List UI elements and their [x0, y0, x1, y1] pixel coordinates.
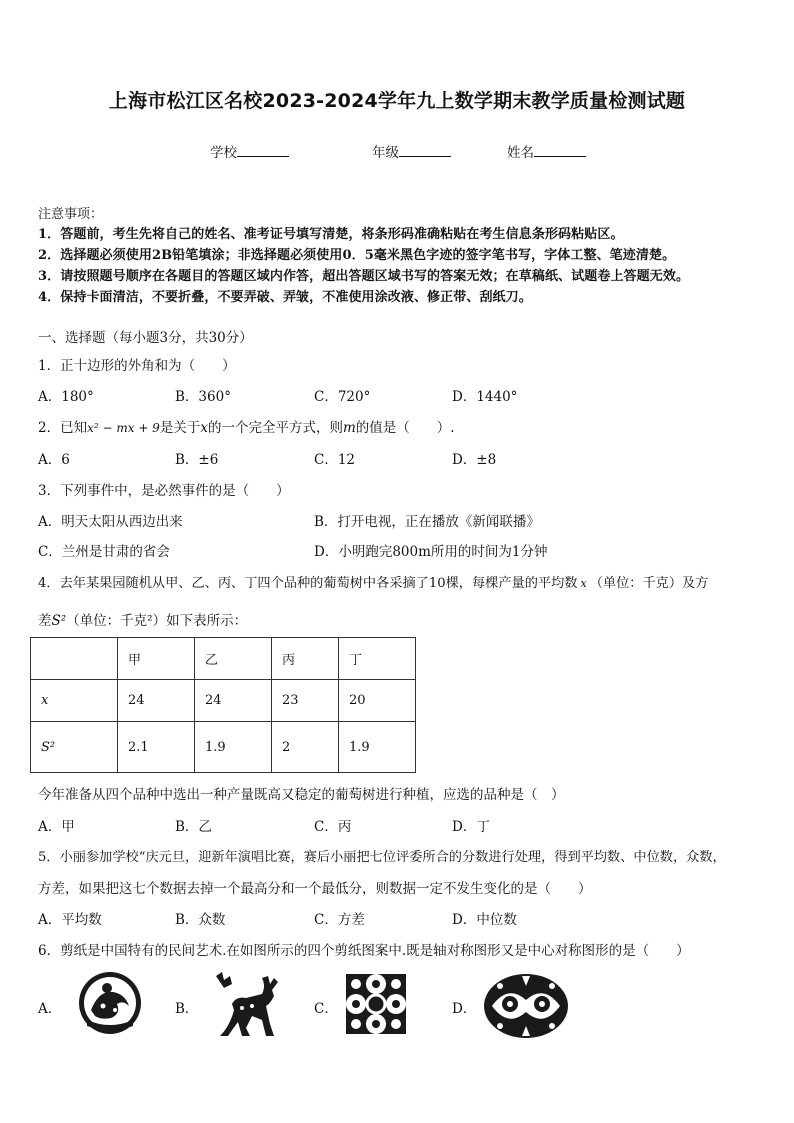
- papercut-deer-figure-image: [212, 970, 282, 1038]
- q4-data-table: [30, 637, 416, 773]
- school-field: [210, 141, 289, 161]
- q2-text: 是关于: [159, 420, 201, 436]
- q5-option-b: B．众数: [175, 912, 226, 928]
- question-5-line2: 方差，如果把这七个数据去掉一个最高分和一个最低分，则数据一定不发生变化的是（ ）: [38, 881, 592, 897]
- school-label: 学校: [210, 145, 237, 161]
- q4-text: （单位：千克²）如下表所示：: [66, 613, 248, 629]
- note-item: 1．答题前，考生先将自己的姓名、准考证号填写清楚，将条形码准确粘贴在考生信息条形码粘贴区。: [38, 227, 624, 242]
- papercut-fish-figure-image: [482, 970, 570, 1040]
- question-5-line1: 5．小丽参加学校“庆元旦，迎新年演唱比赛，赛后小丽把七位评委所合的分数进行处理，得到平均数、中位数，众数，: [38, 850, 726, 865]
- q3-option-d: D．小明跑完800m所用的时间为1分钟: [314, 544, 548, 560]
- name-label: 姓名: [507, 145, 534, 161]
- table-row-label: x: [31, 680, 118, 722]
- q6-option-d: D．: [452, 1001, 477, 1017]
- q2-option-b: B．±6: [175, 452, 219, 468]
- q4-var-s2: S²: [51, 613, 67, 629]
- table-row-label: S²: [31, 722, 118, 773]
- q3-option-a: A．明天太阳从西边出来: [38, 514, 183, 530]
- page-title: 上海市松江区名校2023-2024学年九上数学期末教学质量检测试题: [108, 90, 686, 112]
- q2-var-x: x: [200, 420, 208, 436]
- q1-option-a: A．180°: [38, 389, 94, 405]
- q4-option-a: A．甲: [38, 819, 75, 835]
- grade-field: [372, 141, 451, 161]
- q2-text: 的一个完全平方式，则: [207, 420, 343, 436]
- note-item: 3．请按照题号顺序在各题目的答题区域内作答，超出答题区域书写的答案无效；在草稿纸、试题卷上答题无效。: [38, 269, 690, 284]
- grade-label: 年级: [372, 145, 399, 161]
- table-cell: 24: [118, 680, 195, 722]
- q4-text: 4．去年某果园随机从甲、乙、丙、丁四个品种的葡萄树中各采摘了10棵，每棵产量的平均数: [38, 576, 578, 591]
- question-1-stem: 1．正十边形的外角和为（ ）: [38, 358, 236, 374]
- q1-option-b: B．360°: [175, 389, 231, 405]
- table-cell: 1.9: [339, 722, 416, 773]
- question-4-line1: [38, 572, 708, 591]
- q1-option-c: C．720°: [314, 389, 371, 405]
- table-row: [31, 680, 416, 722]
- q2-option-c: C．12: [314, 452, 356, 468]
- table-header-cell: 乙: [195, 638, 272, 680]
- question-6-stem: 6．剪纸是中国特有的民间艺术.在如图所示的四个剪纸图案中.既是轴对称图形又是中心对称图形的是（ ）: [38, 943, 690, 959]
- q3-option-c: C．兰州是甘肃的省会: [38, 544, 170, 560]
- q4-text: （单位：千克）及方: [589, 576, 709, 591]
- table-cell: 23: [272, 680, 339, 722]
- table-header-cell: [31, 638, 118, 680]
- q6-option-b: B．: [175, 1001, 199, 1017]
- question-2-stem: [38, 416, 455, 436]
- table-cell: 24: [195, 680, 272, 722]
- table-header-cell: 丁: [339, 638, 416, 680]
- section-heading: 一、选择题（每小题3分，共30分）: [38, 330, 253, 346]
- table-cell: 2.1: [118, 722, 195, 773]
- table-header-cell: 甲: [118, 638, 195, 680]
- q4-option-b: B．乙: [175, 819, 212, 835]
- q4-var-x: x: [580, 577, 587, 590]
- q1-option-d: D．1440°: [452, 389, 518, 405]
- school-blank: [237, 142, 289, 157]
- table-header-row: [31, 638, 416, 680]
- q2-text: 的值是（ ）.: [355, 420, 455, 436]
- q3-option-b: B．打开电视，正在播放《新闻联播》: [314, 514, 540, 530]
- question-4-followup: 今年准备从四个品种中选出一种产量既高又稳定的葡萄树进行种植，应选的品种是（ ）: [38, 787, 565, 803]
- q2-text: 2．已知: [38, 420, 88, 436]
- notes-heading: 注意事项：: [38, 207, 104, 222]
- q6-option-a: A．: [38, 1001, 62, 1017]
- papercut-circle-figure-image: [77, 970, 143, 1036]
- question-4-line2: [38, 609, 247, 629]
- name-field: [507, 141, 586, 161]
- q6-option-c: C．: [314, 1001, 338, 1017]
- q5-option-a: A．平均数: [38, 912, 102, 928]
- q4-option-c: C．丙: [314, 819, 352, 835]
- table-header-cell: 丙: [272, 638, 339, 680]
- note-item: 2．选择题必须使用2B铅笔填涂；非选择题必须使用0．5毫米黑色字迹的签字笔书写，字体工整、笔迹清楚。: [38, 248, 676, 263]
- q4-option-d: D．丁: [452, 819, 490, 835]
- q4-text: 差: [38, 613, 52, 629]
- q2-option-d: D．±8: [452, 452, 497, 468]
- note-item: 4．保持卡面清洁，不要折叠，不要弄破、弄皱，不准使用涂改液、修正带、刮纸刀。: [38, 290, 532, 305]
- table-row: [31, 722, 416, 773]
- name-blank: [534, 142, 586, 157]
- q5-option-d: D．中位数: [452, 912, 517, 928]
- grade-blank: [399, 142, 451, 157]
- table-cell: 2: [272, 722, 339, 773]
- q5-option-c: C．方差: [314, 912, 365, 928]
- table-cell: 1.9: [195, 722, 272, 773]
- q2-var-m: m: [342, 420, 356, 436]
- question-3-stem: 3．下列事件中，是必然事件的是（ ）: [38, 483, 290, 499]
- q2-expression: x² − mx + 9: [87, 421, 160, 435]
- q2-option-a: A．6: [38, 452, 70, 468]
- papercut-flower-figure-image: [342, 970, 410, 1038]
- table-cell: 20: [339, 680, 416, 722]
